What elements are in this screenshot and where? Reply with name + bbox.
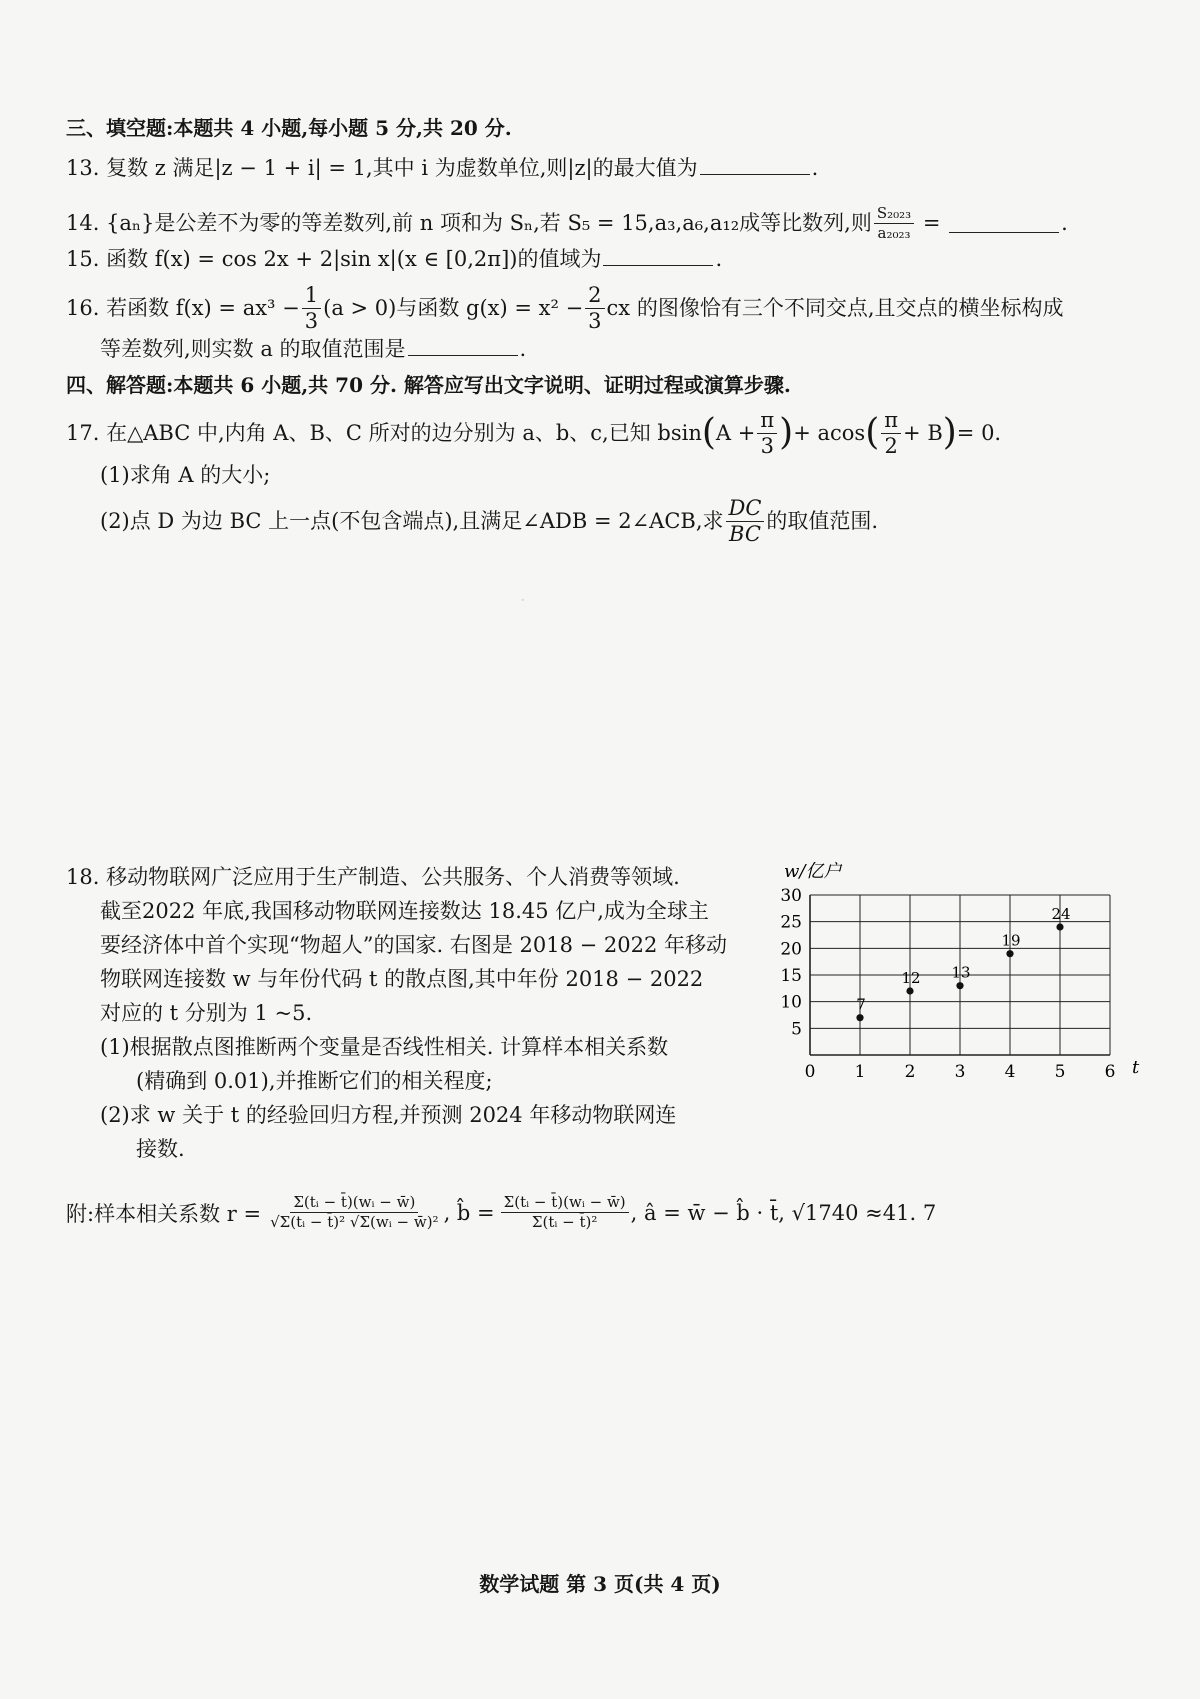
- answer-blank-14: [949, 214, 1059, 233]
- paren-left: (: [865, 412, 880, 453]
- fraction-numerator: DC: [726, 498, 765, 522]
- question-17-part-2-text: (2)点 D 为边 BC 上一点(不包含端点),且满足∠ADB = 2∠ACB,求: [100, 509, 724, 533]
- answer-blank-15: [603, 247, 713, 266]
- y-tick-label: 20: [780, 939, 802, 960]
- question-14-denominator: a₂₀₂₃: [877, 223, 911, 242]
- section3-title: 三、填空题:本题共 4 小题,每小题 5 分,共 20 分.: [66, 116, 512, 140]
- y-tick-label: 30: [780, 886, 802, 906]
- question-17-part-2-end: 的取值范围.: [766, 509, 879, 533]
- fraction-denominator: 3: [760, 433, 774, 458]
- question-18-part-1-cont: (精确到 0.01),并推断它们的相关程度;: [136, 1069, 493, 1093]
- question-13: 13. 复数 z 满足|z − 1 + i| = 1,其中 i 为虚数单位,则|z|的最大值为 .: [66, 156, 819, 180]
- x-tick-label: 4: [1004, 1062, 1016, 1082]
- question-16-text-a: 16. 若函数 f(x) = ax³ −: [66, 296, 300, 320]
- x-tick-label: 2: [904, 1062, 916, 1082]
- section4-title: 四、解答题:本题共 6 小题,共 70 分. 解答应写出文字说明、证明过程或演算步骤.: [66, 373, 791, 397]
- scatter-point: [1056, 923, 1063, 930]
- question-16-text-b: (a > 0)与函数 g(x) = x² −: [323, 296, 584, 320]
- scatter-point: [1006, 950, 1013, 957]
- x-axis-label: t: [1132, 1057, 1140, 1078]
- x-tick-label: 6: [1104, 1062, 1116, 1082]
- scatter-chart: [770, 855, 1150, 1115]
- x-tick-label: 5: [1054, 1062, 1066, 1082]
- fraction-denominator: 2: [884, 433, 898, 458]
- question-18-line: 物联网连接数 w 与年份代码 t 的散点图,其中年份 2018 − 2022: [100, 967, 704, 991]
- question-18-part-1: (1)根据散点图推断两个变量是否线性相关. 计算样本相关系数: [100, 1035, 669, 1059]
- question-18-line: 要经济体中首个实现“物超人”的国家. 右图是 2018 − 2022 年移动: [100, 933, 728, 957]
- paren-right: ): [779, 412, 794, 453]
- y-axis-label: w/亿户: [784, 861, 842, 882]
- question-17-fraction-2: [881, 407, 901, 458]
- bleed-through-text: ·: [520, 590, 526, 611]
- scatter-point: [906, 987, 913, 994]
- question-15: 15. 函数 f(x) = cos 2x + 2|sin x|(x ∈ [0,2π])的值域为 .: [66, 247, 723, 271]
- question-17-arg-2: + B: [903, 421, 943, 445]
- question-16-text-c: cx 的图像恰有三个不同交点,且交点的横坐标构成: [606, 296, 1064, 320]
- question-14-text: 14. {aₙ}是公差不为零的等差数列,前 n 项和为 Sₙ,若 S₅ = 15,a₃,a₆,a₁₂成等比数列,则: [66, 211, 872, 235]
- appendix-tail: , â = w̄ − b̂ · t̄, √1740 ≈41. 7: [630, 1200, 937, 1225]
- y-tick-label: 5: [791, 1019, 802, 1040]
- question-16-text-d: 等差数列,则实数 a 的取值范围是: [100, 337, 406, 361]
- correlation-denominator: √Σ(tᵢ − t̄)² √Σ(wᵢ − w̄)²: [270, 1213, 439, 1231]
- question-16-fraction-2: [585, 282, 604, 333]
- b-hat-label: , b̂ =: [443, 1200, 495, 1225]
- y-tick-label: 25: [780, 912, 802, 933]
- question-17-fraction-1: [757, 407, 777, 458]
- answer-blank-13: [700, 156, 810, 175]
- answer-blank-16: [408, 337, 518, 356]
- x-tick-label: 3: [954, 1062, 966, 1082]
- y-tick-label: 10: [780, 992, 802, 1013]
- point-data-label: 7: [856, 995, 866, 1014]
- correlation-numerator: Σ(tᵢ − t̄)(wᵢ − w̄): [290, 1195, 418, 1213]
- question-17: [66, 408, 1001, 458]
- fraction-denominator: 3: [304, 308, 319, 333]
- question-17-fraction-3: [726, 495, 765, 546]
- question-16-continued: 等差数列,则实数 a 的取值范围是 .: [100, 337, 527, 361]
- point-data-label: 13: [951, 963, 971, 982]
- question-17-text: 17. 在△ABC 中,内角 A、B、C 所对的边分别为 a、b、c,已知 bsin: [66, 421, 702, 445]
- question-14: 14. {aₙ}是公差不为零的等差数列,前 n 项和为 Sₙ,若 S₅ = 15,a₃,a₆,a₁₂成等比数列,则 $\frac{\text{S₂₀₂₃}}{\text{a₂₀₂₃}}$ = .: [66, 203, 1068, 242]
- appendix-label: 附:样本相关系数 r =: [66, 1201, 262, 1226]
- fraction-numerator: 1: [302, 285, 321, 309]
- point-data-label: 12: [901, 969, 921, 987]
- question-17-part-2: [100, 496, 878, 546]
- fraction-denominator: BC: [729, 521, 761, 546]
- question-14-fraction: [874, 203, 914, 242]
- question-17-mid: + acos: [793, 421, 866, 445]
- correlation-fraction: [267, 1195, 442, 1230]
- question-16-fraction-1: [302, 282, 321, 333]
- point-data-label: 24: [1051, 905, 1071, 923]
- scatter-point: [856, 1014, 863, 1021]
- question-18-line: 对应的 t 分别为 1 ~5.: [100, 1001, 313, 1025]
- b-hat-fraction: [501, 1195, 629, 1230]
- fraction-denominator: 3: [588, 308, 602, 333]
- question-17-part-1: (1)求角 A 的大小;: [100, 463, 271, 487]
- appendix-formula: [66, 1195, 936, 1230]
- x-tick-label: 1: [854, 1062, 866, 1082]
- paren-left: (: [701, 412, 716, 453]
- question-18-line: 截至2022 年底,我国移动物联网连接数达 18.45 亿户,成为全球主: [100, 899, 709, 923]
- scatter-point: [956, 982, 963, 989]
- fraction-numerator: π: [757, 410, 777, 434]
- y-tick-label: 15: [780, 966, 802, 986]
- point-data-label: 19: [1001, 931, 1021, 950]
- paren-right: ): [942, 412, 957, 453]
- b-hat-numerator: Σ(tᵢ − t̄)(wᵢ − w̄): [501, 1195, 629, 1213]
- question-16: [66, 284, 1064, 332]
- fraction-numerator: 2: [585, 285, 604, 309]
- question-17-end: = 0.: [956, 421, 1002, 445]
- question-18: [66, 860, 746, 1166]
- question-18-part-2: (2)求 w 关于 t 的经验回归方程,并预测 2024 年移动物联网连: [100, 1103, 677, 1127]
- question-17-arg-1: A +: [715, 421, 756, 445]
- fraction-numerator: π: [881, 410, 901, 434]
- question-15-text: 15. 函数 f(x) = cos 2x + 2|sin x|(x ∈ [0,2π])的值域为: [66, 247, 602, 271]
- question-18-line: 18. 移动物联网广泛应用于生产制造、公共服务、个人消费等领域.: [66, 865, 680, 889]
- page-footer: 数学试题 第 3 页(共 4 页): [479, 1572, 721, 1596]
- question-14-numerator: S₂₀₂₃: [874, 206, 914, 224]
- x-tick-label: 0: [804, 1062, 816, 1082]
- question-18-part-2-cont: 接数.: [136, 1137, 185, 1161]
- b-hat-denominator: Σ(tᵢ − t̄)²: [531, 1213, 598, 1231]
- question-13-text: 13. 复数 z 满足|z − 1 + i| = 1,其中 i 为虚数单位,则|z|的最大值为: [66, 156, 698, 180]
